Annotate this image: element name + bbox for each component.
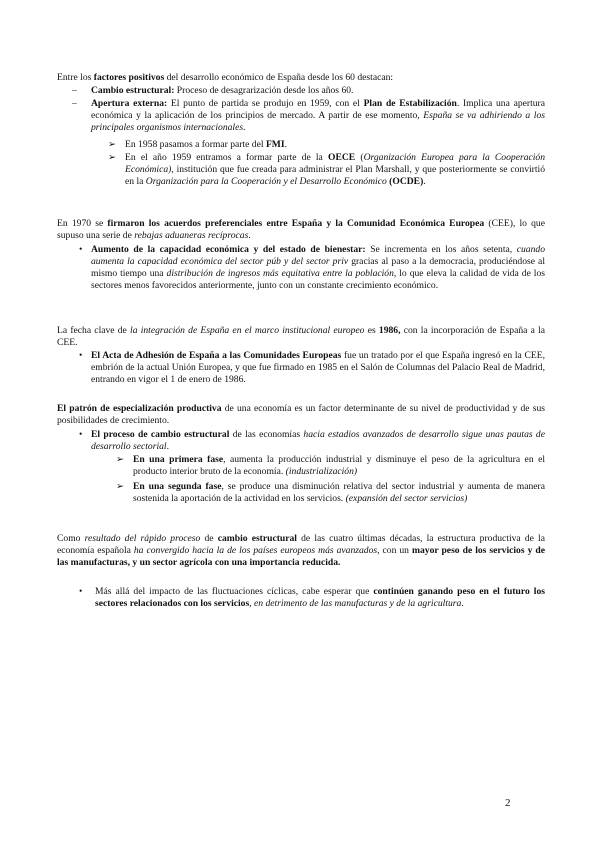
- text: OECE: [327, 152, 356, 163]
- text: en detrimento de las manufacturas y de la agricultura: [254, 598, 462, 610]
- text: distribución de ingresos más equitativa entre la población: [166, 268, 394, 280]
- text: En 1970 se: [57, 218, 108, 229]
- text: En una segunda fase: [133, 481, 222, 492]
- dash-bullet-icon: –: [72, 98, 77, 109]
- text: rebajas aduaneras recíprocas: [134, 230, 249, 242]
- text: Se incrementa en los años setenta,: [365, 244, 517, 255]
- text: Apertura externa:: [91, 98, 168, 109]
- text: (: [355, 152, 364, 163]
- text: .: [243, 122, 246, 134]
- dash-bullet-icon: –: [72, 85, 77, 96]
- text: .: [423, 176, 426, 188]
- specialization-paragraph: [57, 403, 545, 427]
- text: resultado del rápido proceso: [84, 533, 201, 544]
- text: Organización para la Cooperación y el Desarrollo Económico: [145, 176, 387, 188]
- text: (OCDE): [389, 176, 424, 188]
- integration-paragraph: [57, 325, 545, 349]
- text: , con un: [377, 545, 412, 557]
- text: La fecha clave de: [57, 325, 131, 336]
- bullet-icon: •: [79, 350, 83, 361]
- list-item: [79, 244, 546, 292]
- text: Organización Europea para la Cooperación Económica): [125, 152, 546, 176]
- text: la integración de España en el marco institucional europeo: [130, 325, 365, 336]
- text: factores positivos: [93, 72, 165, 83]
- text: de las cuatro últimas décadas, la estructura productiva de la economía española: [57, 533, 545, 557]
- text: , aumenta la producción industrial y disminuye el peso de la agricultura en el producto interior bruto de la economía.: [133, 454, 545, 478]
- text: El Acta de Adhesión de España a las Comunidades Europeas: [91, 350, 342, 361]
- text: firmaron los acuerdos preferenciales entre España y la Comunidad Económica Europea: [107, 218, 485, 229]
- sub-list-item: [116, 481, 545, 505]
- text: ha convergido hacia la de los países europeos más avanzados: [133, 545, 378, 557]
- arrow-bullet-icon: ➢: [116, 454, 125, 465]
- text: ,: [249, 598, 254, 610]
- text: .: [166, 441, 169, 453]
- text: FMI: [265, 139, 285, 150]
- text: El punto de partida se produjo en 1959, con el: [167, 98, 364, 109]
- sub-list-item: [108, 139, 545, 151]
- bullet-icon: •: [79, 244, 83, 255]
- text: El proceso de cambio estructural: [91, 429, 230, 440]
- text: (expansión del sector servicios): [345, 493, 468, 505]
- bullet-icon: •: [79, 586, 83, 597]
- bullet-icon: •: [79, 429, 83, 440]
- list-item: [79, 586, 545, 610]
- text: (industrialización): [285, 466, 358, 478]
- text: (CEE), lo que supuso una serie de: [57, 218, 545, 242]
- text: fue un tratado por el que España ingresó en la CEE, embrión de la actual Unión Europea, y que fue firmado en 1985 en el Salón de Columnas del Palacio Real de Madrid, entrando en vigor el 1 de enero de 1986.: [91, 350, 545, 386]
- arrow-bullet-icon: ➢: [108, 139, 117, 150]
- text: Aumento de la capacidad económica y del estado de bienestar:: [91, 244, 366, 255]
- text: , se produce una disminución relativa del sector industrial y aumenta de manera sostenida la aportación de la actividad en los servicios.: [133, 481, 545, 505]
- text: Cambio estructural:: [91, 85, 175, 96]
- text: .: [284, 139, 287, 150]
- text: Entre los: [57, 72, 94, 83]
- arrow-bullet-icon: ➢: [108, 152, 117, 163]
- text: gracias al paso a la democracia, produciéndose al mismo tiempo una: [91, 256, 545, 280]
- text: hacia estadios avanzados de desarrollo sigue unas pautas de desarrollo sectorial: [91, 429, 545, 453]
- text: es: [364, 325, 379, 336]
- text: Como: [57, 533, 85, 544]
- text: 1986,: [378, 325, 401, 336]
- structural-change-paragraph: [57, 533, 545, 569]
- text: Plan de Estabilización: [363, 98, 457, 109]
- text: cambio estructural: [217, 533, 297, 544]
- list-item: [79, 429, 545, 453]
- text: con la incorporación de España a la CEE.: [57, 325, 545, 349]
- text: En el año 1959 entramos a formar parte de la: [125, 152, 328, 163]
- intro-paragraph: [57, 72, 545, 84]
- text: , lo que eleva la calidad de vida de los sectores menos favorecidos anteriormente, junto con un constante crecimiento económico.: [91, 268, 546, 292]
- text: , institución que fue creada para administrar el Plan Marshall, y que posteriormente se convirtió en la: [125, 164, 545, 188]
- text: Más allá del impacto de las fluctuaciones cíclicas, cabe esperar que: [95, 586, 374, 597]
- text: de una economía es un factor determinante de su nivel de productividad y de sus posibilidades de crecimiento.: [57, 403, 545, 427]
- text: de las economías: [229, 429, 304, 440]
- page-number: 2: [505, 797, 511, 809]
- text: .: [461, 598, 464, 610]
- list-item: [72, 85, 545, 97]
- text: España se va adhiriendo a los principales organismos internacionales: [91, 110, 545, 134]
- sub-list-item: [116, 454, 545, 478]
- text: En 1958 pasamos a formar parte del: [125, 139, 266, 150]
- text: En una primera fase: [133, 454, 224, 465]
- sub-list-item: [108, 152, 546, 188]
- list-item: [72, 98, 546, 134]
- text: cuando aumenta la capacidad económica del sector púb y del sector priv: [91, 244, 545, 268]
- text: mayor peso de los servicios y de las manufacturas, y un sector agrícola con una importancia reducida.: [57, 545, 545, 569]
- text: del desarrollo económico de España desde los 60 destacan:: [164, 72, 394, 83]
- text: de: [200, 533, 218, 544]
- text: . Implica una apertura económica y la aplicación de los principios de mercado. A partir de ese momento,: [91, 98, 546, 122]
- text: Proceso de desagrarización desde los años 60.: [174, 85, 354, 96]
- text: .: [248, 230, 251, 242]
- cee-paragraph: [57, 218, 545, 242]
- text: El patrón de especialización productiva: [57, 403, 222, 414]
- arrow-bullet-icon: ➢: [116, 481, 125, 492]
- list-item: [79, 350, 545, 386]
- text: continúen ganando peso en el futuro los sectores relacionados con los servicios: [95, 586, 545, 610]
